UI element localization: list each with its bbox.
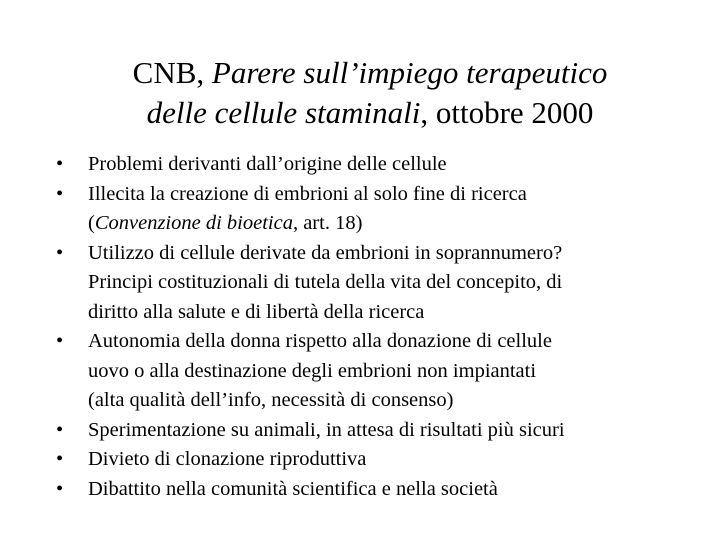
title-prefix: CNB, <box>132 55 212 90</box>
title-italic-part-2: delle cellule staminali <box>146 95 421 130</box>
bullet-text: Problemi derivanti dall’origine delle cellule <box>88 153 447 175</box>
bullet-icon: • <box>56 448 64 470</box>
bullet-item <box>56 327 706 416</box>
title-line-2 <box>40 93 700 133</box>
bullet-item <box>56 150 706 180</box>
bullet-text-line: Utilizzo di cellule derivate da embrioni in soprannumero? <box>88 241 563 264</box>
bullet-item <box>56 180 706 239</box>
bullet-item <box>56 475 706 505</box>
bullet-text-line: (alta qualità dell’info, necessità di consenso) <box>88 389 454 411</box>
title-italic-part-1: Parere sull’impiego terapeutico <box>211 55 608 90</box>
bullet-text: Dibattito nella comunità scientifica e nella società <box>88 477 498 500</box>
paren-open: ( <box>88 212 95 234</box>
slide-title <box>40 53 700 133</box>
article-ref: , art. 18) <box>292 212 363 234</box>
bullet-item <box>56 445 706 475</box>
bullet-item <box>56 416 706 446</box>
convention-title: Convenzione di bioetica <box>94 212 293 234</box>
bullet-icon: • <box>56 330 64 352</box>
bullet-icon: • <box>56 182 64 205</box>
bullet-icon: • <box>56 153 64 175</box>
bullet-text-line: Autonomia della donna rispetto alla donazione di cellule <box>88 330 552 352</box>
bullet-icon: • <box>56 241 64 264</box>
bullet-text-line <box>88 209 706 239</box>
bullet-list <box>56 150 706 504</box>
bullet-text: Divieto di clonazione riproduttiva <box>88 448 367 470</box>
bullet-text-line: uovo o alla destinazione degli embrioni non impiantati <box>88 359 537 382</box>
bullet-text: Sperimentazione su animali, in attesa di risultati più sicuri <box>88 418 565 441</box>
bullet-text-line: diritto alla salute e di libertà della ricerca <box>88 300 425 323</box>
title-line-1 <box>40 53 700 93</box>
title-date: , ottobre 2000 <box>420 95 594 130</box>
bullet-text-line: Illecita la creazione di embrioni al solo fine di ricerca <box>88 182 527 205</box>
bullet-text-line: Principi costituzionali di tutela della vita del concepito, di <box>88 271 563 293</box>
bullet-item <box>56 239 706 328</box>
bullet-icon: • <box>56 418 64 441</box>
bullet-icon: • <box>56 477 64 500</box>
